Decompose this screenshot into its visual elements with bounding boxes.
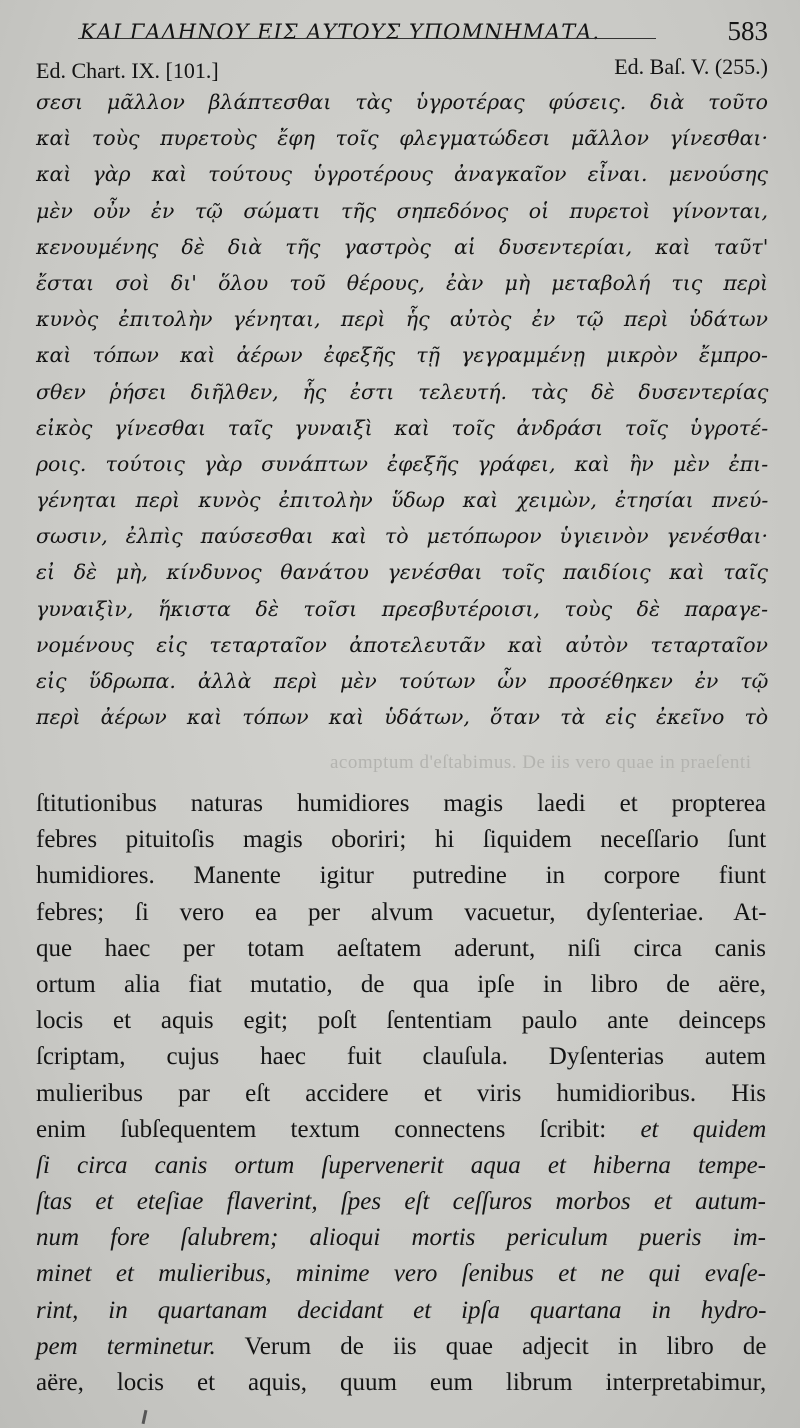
greek-text-line: καὶ γὰρ καὶ τούτους ὑγροτέρους ἀναγκαῖον εἶναι. μενούσης [36, 162, 768, 187]
greek-text-line: γυναιξὶν, ἥκιστα δὲ τοῖσι πρεσβυτέροισι, τοὺς δὲ παραγε- [36, 596, 768, 621]
greek-text-line: περὶ ἀέρων καὶ τόπων καὶ ὑδάτων, ὅταν τὰ εἰς ἐκεῖνο τὸ [36, 705, 769, 730]
latin-text-block [36, 786, 766, 1401]
latin-roman-segment: que haec per totam aeſtatem aderunt, niſi circa canis [36, 934, 766, 962]
running-title: ΚΑΙ ΓΑΛΗΝΟΥ ΕΙΣ ΑΥΤΟΥΣ ΥΠΟΜΝΗΜΑΤΑ. [80, 20, 601, 44]
greek-text-line: ἔσται σοὶ δι' ὅλου τοῦ θέρους, ἐὰν μὴ μεταβολή τις περὶ [36, 270, 768, 295]
latin-text-line [36, 1293, 766, 1329]
latin-roman-segment: mulieribus par eſt accidere et viris humidioribus. His [36, 1079, 766, 1107]
latin-text-line [36, 1365, 766, 1401]
latin-text-line [36, 786, 766, 822]
latin-text-line [36, 858, 766, 894]
latin-italic-segment: ſi circa canis ortum ſupervenerit aqua et hiberna tempe- [36, 1151, 766, 1179]
latin-text-line [36, 895, 766, 931]
latin-text-line [36, 822, 766, 858]
greek-text-line: κενουμένης δὲ διὰ τῆς γαστρὸς αἱ δυσεντερίαι, καὶ ταῦτ' [36, 234, 769, 259]
latin-roman-segment: locis et aquis egit; poſt ſententiam paulo ante deinceps [36, 1007, 766, 1035]
latin-roman-segment: enim ſubſequentem textum connectens ſcribit: [36, 1115, 641, 1143]
edition-references [36, 54, 770, 86]
latin-text-line [36, 1220, 766, 1256]
ink-mark [142, 1410, 148, 1424]
page-number: 583 [727, 16, 768, 46]
greek-text-line: σεσι μᾶλλον βλάπτεσθαι τὰς ὑγροτέρας φύσεις. διὰ τοῦτο [36, 90, 768, 114]
greek-text-line: σωσιν, ἐλπὶς παύσεσθαι καὶ τὸ μετόπωρον ὑγιεινὸν γενέσθαι· [36, 524, 768, 549]
latin-italic-segment: pem terminetur. [36, 1332, 216, 1360]
latin-text-line [36, 1329, 766, 1365]
greek-text-line: σθεν ῥήσει διῆλθεν, ἧς ἐστι τελευτή. τὰς δὲ δυσεντερίας [36, 379, 769, 404]
latin-roman-segment: humidiores. Manente igitur putredine in corpore fiunt [36, 862, 766, 890]
latin-text-line [36, 1184, 766, 1220]
greek-text-line: καὶ τόπων καὶ ἀέρων ἐφεξῆς τῇ γεγραμμένῃ μικρὸν ἔμπρο- [36, 343, 768, 368]
header-rule [78, 38, 656, 39]
greek-text-line: γένηται περὶ κυνὸς ἐπιτολὴν ὕδωρ καὶ χειμὼν, ἐτησίαι πνεύ- [36, 488, 769, 513]
page-header [36, 10, 770, 50]
latin-roman-segment: aëre, locis et aquis, quum eum librum interpretabimur, [36, 1369, 767, 1396]
greek-text-line: εἰ δὲ μὴ, κίνδυνος θανάτου γενέσθαι τοῖς παιδίοις καὶ ταῖς [36, 560, 768, 585]
latin-text-line [36, 1112, 766, 1148]
latin-roman-segment: febres pituitoſis magis oboriri; hi ſiquidem neceſſario ſunt [36, 826, 767, 854]
latin-italic-segment: et quidem [640, 1115, 767, 1143]
latin-text-line [36, 1039, 766, 1075]
latin-text-line [36, 1256, 766, 1292]
latin-text-line [36, 931, 766, 967]
latin-italic-segment: rint, in quartanam decidant et ipſa quartana in hydro- [36, 1296, 767, 1324]
bleed-through-text: acomptum d'eſtabimus. De iis vero quae in praeſenti [330, 752, 752, 773]
latin-roman-segment: ſcriptam, cujus haec fuit clauſula. Dyſenterias autem [36, 1043, 766, 1071]
latin-roman-segment: Verum de iis quae adjecit in libro de [215, 1332, 767, 1360]
greek-text-line: μὲν οὖν ἐν τῷ σώματι τῆς σηπεδόνος οἱ πυρετοὶ γίνονται, [36, 198, 768, 223]
latin-roman-segment: febres; ſi vero ea per alvum vacuetur, dyſenteriae. At- [36, 898, 767, 926]
greek-text-line: εἰκὸς γίνεσθαι ταῖς γυναιξὶ καὶ τοῖς ἀνδράσι τοῖς ὑγροτέ- [36, 415, 769, 440]
greek-text-block [36, 84, 768, 735]
latin-text-line [36, 1003, 766, 1039]
greek-text-line: εἰς ὕδρωπα. ἀλλὰ περὶ μὲν τούτων ὧν προσέθηκεν ἐν τῷ [36, 669, 769, 693]
edition-chartier-reference: Ed. Chart. IX. [101.] [36, 58, 219, 83]
greek-text-line: νομένους εἰς τεταρταῖον ἀποτελευτᾶν καὶ αὐτὸν τεταρταῖον [36, 632, 768, 657]
latin-roman-segment: ortum alia fiat mutatio, de qua ipſe in libro de aëre, [36, 970, 766, 998]
latin-roman-segment: ſtitutionibus naturas humidiores magis laedi et propterea [36, 790, 766, 817]
latin-text-line [36, 1076, 766, 1112]
edition-basel-reference: Ed. Baſ. V. (255.) [614, 54, 768, 79]
latin-italic-segment: num fore ſalubrem; alioqui mortis periculum pueris im- [36, 1224, 766, 1252]
latin-text-line [36, 1148, 766, 1184]
latin-italic-segment: minet et mulieribus, minime vero ſenibus et ne qui evaſe- [36, 1260, 766, 1288]
greek-text-line: καὶ τοὺς πυρετοὺς ἔφη τοῖς φλεγματώδεσι μᾶλλον γίνεσθαι· [36, 126, 768, 151]
latin-text-line [36, 967, 766, 1003]
latin-italic-segment: ſtas et eteſiae flaverint, ſpes eſt ceſſuros morbos et autum- [36, 1188, 766, 1216]
greek-text-line: ροις. τούτοις γὰρ συνάπτων ἐφεξῆς γράφει, καὶ ἢν μὲν ἐπι- [36, 451, 769, 476]
greek-text-line: κυνὸς ἐπιτολὴν γένηται, περὶ ἧς αὐτὸς ἐν τῷ περὶ ὑδάτων [36, 307, 768, 332]
